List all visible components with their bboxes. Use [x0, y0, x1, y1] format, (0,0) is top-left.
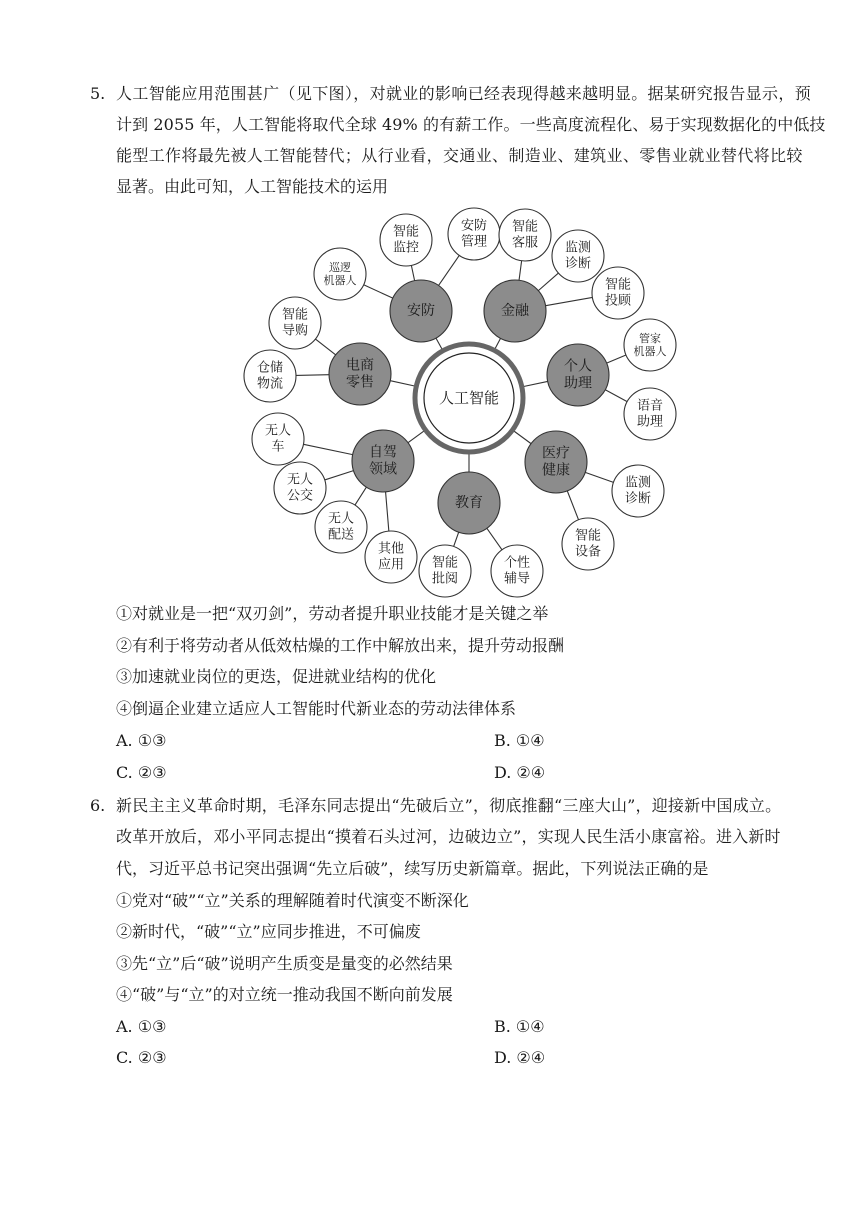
category-node-label: 自驾 [369, 444, 397, 461]
application-node-label: 诊断 [564, 256, 592, 272]
application-node-label: 安防 [460, 218, 488, 234]
application-node-label: 智能 [511, 219, 539, 235]
category-node-label: 领域 [369, 461, 397, 478]
application-node-label: 无人 [264, 423, 292, 439]
statement: ①对就业是一把“双刃剑”，劳动者提升职业技能才是关键之举 [116, 604, 549, 623]
stem-line: 代，习近平总书记突出强调“先立后破”，续写历史新篇章。据此，下列说法正确的是 [116, 859, 709, 878]
ai-application-diagram [240, 205, 680, 600]
stem-line: 新民主主义革命时期，毛泽东同志提出“先破后立”，彻底推翻“三座大山”，迎接新中国成立。 [116, 796, 782, 815]
option-a[interactable]: A. ①③ [116, 731, 167, 750]
application-node-label: 客服 [511, 235, 539, 251]
statement: ①党对“破”“立”关系的理解随着时代演变不断深化 [116, 891, 469, 910]
option-d[interactable]: D. ②④ [494, 1048, 546, 1067]
category-node-label: 健康 [542, 462, 570, 479]
connector-line [585, 472, 613, 482]
application-node-label: 个性 [503, 555, 531, 571]
application-node-label: 机器人 [323, 274, 357, 288]
connector-line [607, 355, 626, 363]
stem-line: 改革开放后，邓小平同志提出“摸着石头过河，边破边立”，实现人民生活小康富裕。进入新时 [116, 827, 781, 846]
category-node-label: 医疗 [542, 445, 570, 462]
statement: ④倒逼企业建立适应人工智能时代新业态的劳动法律体系 [116, 699, 517, 718]
connector-line [439, 255, 460, 285]
option-a[interactable]: A. ①③ [116, 1017, 167, 1036]
application-node-label: 仓储 [256, 360, 284, 376]
connector-line [408, 430, 425, 443]
application-node-label: 管家 [639, 331, 661, 345]
option-c[interactable]: C. ②③ [116, 763, 167, 782]
application-node-label: 监测 [564, 240, 592, 256]
question-number: 6. [90, 796, 106, 815]
application-node-label: 公交 [286, 488, 314, 504]
option-d[interactable]: D. ②④ [494, 763, 546, 782]
option-b[interactable]: B. ①④ [494, 1017, 545, 1036]
stem-line: 能型工作将最先被人工智能替代；从行业看，交通业、制造业、建筑业、零售业就业替代将比较 [116, 146, 803, 165]
application-node-label: 监测 [624, 475, 652, 491]
category-node-label: 金融 [501, 303, 529, 319]
category-node-label: 电商 [346, 357, 374, 374]
connector-line [512, 430, 531, 444]
connector-line [364, 285, 393, 298]
application-node-label: 无人 [286, 472, 314, 488]
application-node-label: 车 [271, 439, 285, 455]
connector-line [296, 375, 329, 376]
category-node-label: 教育 [455, 495, 483, 511]
application-node-label: 配送 [327, 527, 355, 543]
connector-line [355, 487, 366, 505]
statement: ③加速就业岗位的更迭，促进就业结构的优化 [116, 667, 437, 686]
application-node-label: 监控 [392, 240, 420, 256]
application-node-label: 投顾 [604, 293, 632, 309]
statement: ②新时代，“破”“立”应同步推进，不可偏废 [116, 922, 421, 941]
application-node-label: 智能 [281, 307, 309, 323]
application-node-label: 导购 [281, 323, 309, 339]
application-node-label: 智能 [431, 555, 459, 571]
application-node-label: 机器人 [633, 345, 667, 359]
center-node-label: 人工智能 [438, 389, 500, 407]
application-node-label: 批阅 [431, 571, 459, 587]
application-node-label: 辅导 [503, 571, 531, 587]
connector-line [605, 390, 627, 402]
application-node-label: 智能 [392, 224, 420, 240]
statement: ③先“立”后“破”说明产生质变是量变的必然结果 [116, 954, 453, 973]
application-node-label: 管理 [460, 234, 488, 250]
application-node-label: 其他 [377, 541, 405, 557]
connector-line [315, 339, 335, 355]
connector-line [325, 471, 354, 480]
application-node-label: 语音 [636, 398, 664, 414]
application-node-label: 无人 [327, 511, 355, 527]
connector-line [519, 261, 522, 280]
application-node-label: 诊断 [624, 491, 652, 507]
connector-line [538, 273, 558, 291]
application-node-label: 巡逻 [329, 260, 351, 274]
connector-line [411, 265, 414, 280]
connector-line [546, 297, 593, 305]
stem-line: 人工智能应用范围甚广（见下图），对就业的影响已经表现得越来越明显。据某研究报告显示，预 [116, 84, 812, 103]
category-node-label: 零售 [346, 374, 374, 391]
connector-line [386, 492, 389, 531]
application-node-label: 物流 [256, 376, 284, 392]
application-node-label: 智能 [604, 277, 632, 293]
option-b[interactable]: B. ①④ [494, 731, 545, 750]
connector-line [390, 381, 416, 387]
statement: ②有利于将劳动者从低效枯燥的工作中解放出来，提升劳动报酬 [116, 636, 565, 655]
question-number: 5. [90, 84, 106, 103]
statement: ④“破”与“立”的对立统一推动我国不断向前发展 [116, 985, 453, 1004]
category-node-label: 安防 [407, 303, 435, 319]
connector-line [487, 528, 502, 549]
connector-line [522, 381, 548, 386]
connector-line [303, 444, 352, 454]
application-node-label: 助理 [636, 414, 664, 430]
application-node-label: 智能 [574, 528, 602, 544]
option-c[interactable]: C. ②③ [116, 1048, 167, 1067]
category-node-label: 助理 [564, 375, 592, 392]
category-node-label: 个人 [564, 358, 592, 375]
application-node-label: 设备 [574, 544, 602, 560]
connector-line [454, 532, 459, 546]
stem-line: 计到 2055 年，人工智能将取代全球 49% 的有薪工作。一些高度流程化、易于实现数据化的中低技 [116, 115, 826, 134]
application-node-label: 应用 [377, 557, 405, 573]
stem-line: 显著。由此可知，人工智能技术的运用 [116, 177, 389, 196]
connector-line [567, 491, 578, 520]
